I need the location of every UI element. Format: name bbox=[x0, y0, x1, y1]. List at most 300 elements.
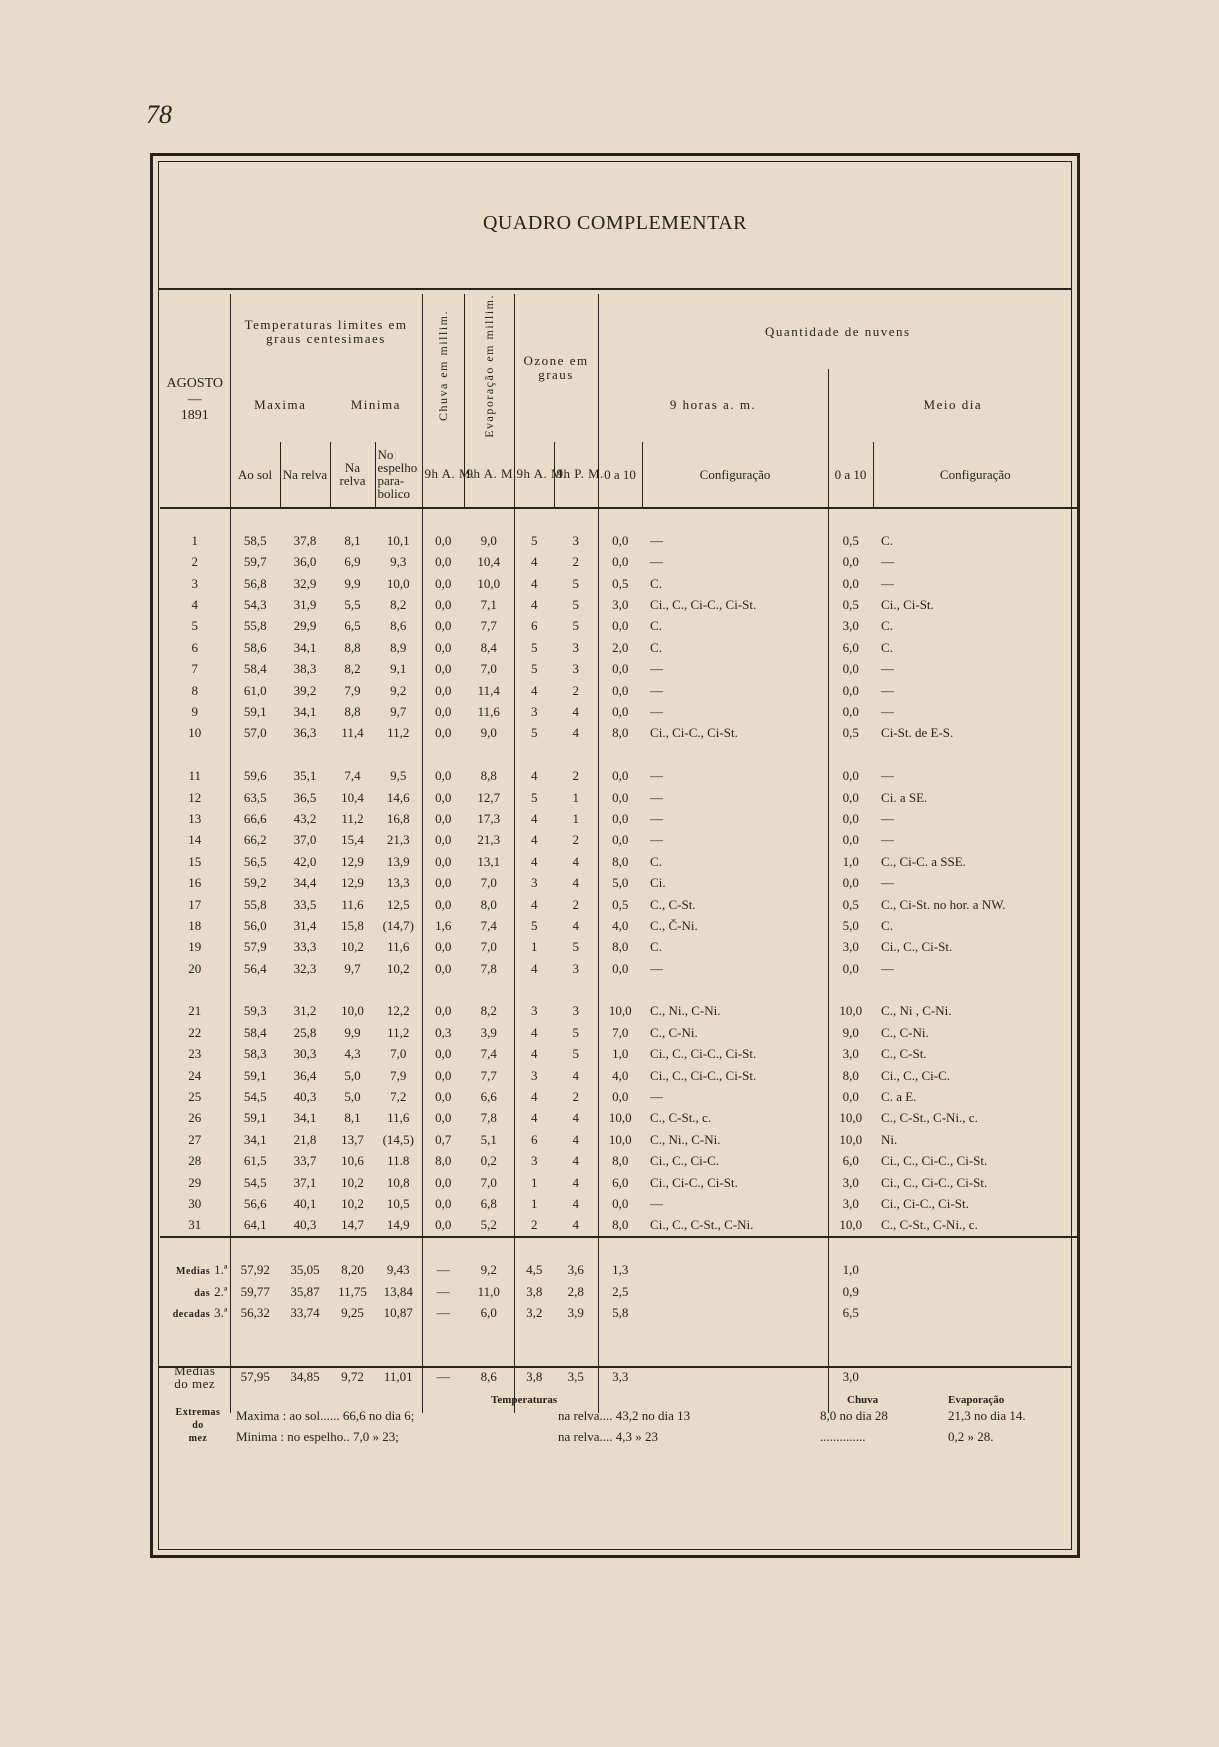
data-cell: 10,0 bbox=[598, 1001, 642, 1022]
data-cell: — bbox=[650, 789, 664, 805]
data-cell: 17,3 bbox=[477, 810, 501, 826]
data-cell: 6,5 bbox=[344, 618, 361, 634]
data-cell: 7,9 bbox=[344, 682, 361, 698]
data-cell: 2 bbox=[572, 682, 580, 698]
min-evap: 0,2 » 28. bbox=[948, 1429, 994, 1444]
data-cell: 0,0 bbox=[422, 765, 464, 786]
data-cell: 63,5 bbox=[230, 787, 280, 808]
data-cell: 7,0 bbox=[598, 1022, 642, 1043]
data-cell: 0,0 bbox=[598, 659, 642, 680]
data-cell: 37,0 bbox=[293, 832, 317, 848]
table-row bbox=[160, 894, 1077, 915]
data-cell: 3,0 bbox=[828, 937, 873, 958]
max-line: Maxima : ao sol...... 66,6 no dia 6; bbox=[236, 1408, 415, 1423]
decade-cell: 3,9 bbox=[567, 1304, 584, 1320]
data-cell: 7,0 bbox=[480, 1174, 497, 1190]
data-cell: 11,4 bbox=[341, 725, 364, 741]
decade-cell: 9,25 bbox=[341, 1304, 364, 1320]
data-cell: 1 bbox=[572, 789, 580, 805]
data-cell: Ci., C., Ci-C., Ci-St. bbox=[650, 597, 757, 613]
data-cell: 6 bbox=[514, 616, 554, 637]
data-cell: 4 bbox=[572, 1067, 580, 1083]
data-cell: 0,0 bbox=[422, 530, 464, 551]
decade-cell: 9,43 bbox=[386, 1262, 410, 1278]
decade-cell: 13,84 bbox=[383, 1283, 413, 1299]
data-cell: Ci., C., Ci-C., Ci-St. bbox=[650, 1046, 757, 1062]
data-cell: — bbox=[881, 832, 895, 848]
data-cell: 7,4 bbox=[480, 1046, 497, 1062]
data-cell: Ci., Ci-C., Ci-St. bbox=[650, 725, 738, 741]
nuvens-meiodia-0a10-header: 0 a 10 bbox=[828, 442, 873, 508]
data-cell: 5 bbox=[514, 787, 554, 808]
data-cell: 3 bbox=[514, 1065, 554, 1086]
data-cell: 0,0 bbox=[598, 765, 642, 786]
data-cell: 34,1 bbox=[230, 1129, 280, 1150]
decade-cell: 2,5 bbox=[598, 1281, 642, 1302]
data-cell: 0,0 bbox=[422, 851, 464, 872]
month-mean-cell: 8,6 bbox=[480, 1368, 497, 1384]
data-cell: 4 bbox=[514, 594, 554, 615]
data-cell: 4 bbox=[514, 851, 554, 872]
table-row bbox=[160, 1215, 1077, 1237]
data-cell: 57,0 bbox=[230, 723, 280, 744]
data-cell: 37,8 bbox=[293, 532, 317, 548]
data-cell: 13,3 bbox=[386, 875, 410, 891]
data-cell: 1,0 bbox=[828, 851, 873, 872]
data-cell: 8,6 bbox=[390, 618, 407, 634]
day-cell: 6 bbox=[191, 639, 198, 655]
data-cell: 11,6 bbox=[387, 1110, 410, 1126]
data-cell: 0,0 bbox=[422, 1086, 464, 1107]
min-line: Minima : no espelho.. 7,0 » 23; bbox=[236, 1429, 399, 1444]
data-cell: 4 bbox=[572, 1174, 580, 1190]
data-cell: — bbox=[650, 704, 664, 719]
data-cell: 0,2 bbox=[480, 1153, 497, 1169]
data-cell: C. a E. bbox=[881, 1089, 917, 1105]
data-cell: 8,2 bbox=[480, 1003, 497, 1019]
data-cell: 35,1 bbox=[293, 768, 317, 784]
data-cell: — bbox=[881, 768, 895, 784]
data-cell: 8,4 bbox=[480, 639, 497, 655]
day-cell: 12 bbox=[188, 789, 202, 805]
table-row bbox=[160, 787, 1077, 808]
decade-cell: 3,2 bbox=[514, 1302, 554, 1323]
data-cell: 7,8 bbox=[480, 960, 497, 976]
data-cell: C., Ci-St. no hor. a NW. bbox=[881, 896, 1006, 912]
data-cell: Ci-St. de E-S. bbox=[881, 725, 954, 741]
data-cell: 9,3 bbox=[390, 554, 407, 570]
data-cell: 10,2 bbox=[341, 1195, 364, 1211]
decade-cell: 33,74 bbox=[290, 1304, 320, 1320]
data-cell: 59,2 bbox=[230, 872, 280, 893]
data-cell: 11,6 bbox=[387, 939, 410, 955]
data-cell: 3,0 bbox=[828, 1172, 873, 1193]
data-cell: 5,0 bbox=[344, 1089, 361, 1105]
data-cell: 7,1 bbox=[480, 597, 497, 613]
data-cell: 6,0 bbox=[828, 637, 873, 658]
table-row bbox=[160, 1001, 1077, 1022]
data-cell: 15,4 bbox=[341, 832, 364, 848]
evaporacao-header: Evaporação em millim. bbox=[464, 294, 514, 442]
data-cell: 5,2 bbox=[480, 1217, 497, 1233]
data-cell: Ci., Ci-C., Ci-St. bbox=[650, 1174, 738, 1190]
na-relva-min-header: Na relva bbox=[330, 442, 375, 508]
decade-cell: 3,8 bbox=[514, 1281, 554, 1302]
data-cell: C., C-Ni. bbox=[881, 1024, 929, 1040]
data-cell: 9,0 bbox=[480, 725, 497, 741]
chuva-9am-header: 9h A. M. bbox=[422, 442, 464, 508]
month-mean-cell: 11,01 bbox=[383, 1368, 413, 1384]
data-cell: 58,3 bbox=[230, 1044, 280, 1065]
data-cell: 34,1 bbox=[293, 639, 317, 655]
data-cell: 2 bbox=[572, 768, 580, 784]
nuvens-header: Quantidade de nuvens bbox=[598, 294, 1077, 369]
data-cell: 8,2 bbox=[344, 661, 361, 677]
data-cell: 12,5 bbox=[386, 896, 410, 912]
data-cell: 10,0 bbox=[386, 575, 410, 591]
decade-cell: 9,2 bbox=[480, 1262, 497, 1278]
config-meiodia-header: Configuração bbox=[873, 442, 1077, 508]
data-cell: 10,0 bbox=[828, 1129, 873, 1150]
table-row bbox=[160, 573, 1077, 594]
decade-cell: 56,32 bbox=[230, 1302, 280, 1323]
data-cell: C. bbox=[881, 639, 893, 655]
chuva-label: Chuva bbox=[847, 1394, 879, 1406]
data-cell: — bbox=[650, 532, 664, 548]
data-cell: 56,4 bbox=[230, 958, 280, 979]
data-cell: 7,0 bbox=[390, 1046, 407, 1062]
table-row bbox=[160, 701, 1077, 722]
chuva-header: Chuva em millim. bbox=[422, 294, 464, 442]
data-cell: 0,0 bbox=[598, 616, 642, 637]
data-cell: 14,7 bbox=[341, 1217, 364, 1233]
data-cell: 12,9 bbox=[341, 875, 364, 891]
data-cell: C., C-St. bbox=[650, 896, 696, 912]
data-cell: C., C-Ni. bbox=[650, 1024, 698, 1040]
decade-cell: 2,8 bbox=[567, 1283, 584, 1299]
minima-header: Minima bbox=[350, 397, 401, 413]
month-mean-cell: 9,72 bbox=[341, 1368, 364, 1384]
data-cell: 4 bbox=[514, 552, 554, 573]
data-cell: 12,9 bbox=[341, 853, 364, 869]
data-cell: — bbox=[650, 810, 664, 826]
data-cell: 1 bbox=[572, 810, 580, 826]
data-cell: — bbox=[881, 682, 895, 698]
data-cell: C., C-St., C-Ni., c. bbox=[881, 1217, 978, 1233]
data-cell: 12,7 bbox=[477, 789, 501, 805]
table-row bbox=[160, 680, 1077, 701]
data-cell: 0,0 bbox=[422, 701, 464, 722]
data-cell: 9,7 bbox=[390, 704, 407, 719]
data-cell: 0,0 bbox=[598, 1086, 642, 1107]
data-cell: 4 bbox=[572, 1131, 580, 1147]
data-cell: 0,0 bbox=[828, 1086, 873, 1107]
data-cell: 0,0 bbox=[422, 958, 464, 979]
temp-group-header: Temperaturas limites em graus centesimaes bbox=[230, 294, 422, 369]
data-cell: C., Ni., C-Ni. bbox=[650, 1003, 721, 1019]
day-cell: 5 bbox=[191, 618, 198, 634]
data-cell: 59,6 bbox=[230, 765, 280, 786]
data-cell: 4 bbox=[572, 1153, 580, 1169]
data-cell: 1,6 bbox=[422, 915, 464, 936]
data-cell: 4 bbox=[514, 1022, 554, 1043]
data-cell: 7,7 bbox=[480, 618, 497, 634]
data-cell: 4 bbox=[572, 1195, 580, 1211]
data-cell: 5 bbox=[572, 1024, 580, 1040]
data-cell: 0,0 bbox=[828, 701, 873, 722]
data-cell: 3,0 bbox=[828, 616, 873, 637]
data-cell: 13,9 bbox=[386, 853, 410, 869]
data-cell: — bbox=[881, 960, 895, 976]
data-cell: 0,0 bbox=[828, 680, 873, 701]
min-relva: na relva.... 4,3 » 23 bbox=[558, 1429, 659, 1444]
data-cell: 58,4 bbox=[230, 659, 280, 680]
data-cell: 0,0 bbox=[598, 808, 642, 829]
data-cell: 40,1 bbox=[293, 1195, 317, 1211]
data-cell: — bbox=[881, 810, 895, 826]
config-header: Configuração bbox=[642, 442, 828, 508]
decade-cell: 59,77 bbox=[230, 1281, 280, 1302]
table-row bbox=[160, 1193, 1077, 1214]
data-cell: Ci., C., Ci-C. bbox=[881, 1067, 951, 1083]
table-row bbox=[160, 830, 1077, 851]
decade-cell: 35,87 bbox=[290, 1283, 320, 1299]
nove-horas-header: 9 horas a. m. bbox=[598, 369, 828, 442]
data-cell: 0,3 bbox=[422, 1022, 464, 1043]
data-cell: 59,1 bbox=[230, 1065, 280, 1086]
data-cell: 8,8 bbox=[480, 768, 497, 784]
data-cell: 3 bbox=[514, 701, 554, 722]
ozone-9am-header: 9h A. M. bbox=[514, 442, 554, 508]
data-cell: 3 bbox=[572, 1003, 580, 1019]
data-cell: 25,8 bbox=[293, 1024, 317, 1040]
table-row bbox=[160, 594, 1077, 615]
table-row bbox=[160, 616, 1077, 637]
data-cell: 0,0 bbox=[828, 659, 873, 680]
day-cell: 1 bbox=[191, 532, 198, 548]
data-cell: 0,0 bbox=[422, 830, 464, 851]
data-cell: 54,3 bbox=[230, 594, 280, 615]
decade-cell: 4,5 bbox=[514, 1259, 554, 1280]
data-cell: 0,0 bbox=[598, 958, 642, 979]
data-cell: 3 bbox=[514, 1151, 554, 1172]
day-cell: 3 bbox=[191, 575, 198, 591]
day-cell: 11 bbox=[188, 768, 202, 784]
data-cell: 2 bbox=[572, 832, 580, 848]
data-cell: — bbox=[650, 682, 664, 698]
decade-cell: 1,0 bbox=[828, 1259, 873, 1280]
data-cell: 14,6 bbox=[386, 789, 410, 805]
data-cell: 4 bbox=[572, 917, 580, 933]
data-cell: 34,4 bbox=[293, 875, 317, 891]
day-cell: 26 bbox=[188, 1110, 202, 1126]
table-row bbox=[160, 659, 1077, 680]
data-cell: 8,0 bbox=[828, 1065, 873, 1086]
data-cell: 0,0 bbox=[422, 637, 464, 658]
data-cell: 11,2 bbox=[387, 725, 410, 741]
nuvens-0a10-header: 0 a 10 bbox=[598, 442, 642, 508]
data-cell: 10,0 bbox=[477, 575, 501, 591]
temperaturas-label: Temperaturas bbox=[491, 1394, 558, 1406]
data-cell: 0,0 bbox=[598, 680, 642, 701]
data-cell: 40,3 bbox=[293, 1089, 317, 1105]
data-cell: 0,0 bbox=[422, 659, 464, 680]
data-cell: 0,0 bbox=[422, 787, 464, 808]
data-cell: 5 bbox=[572, 597, 580, 613]
data-cell: C., Ni , C-Ni. bbox=[881, 1003, 952, 1019]
data-cell: 8,1 bbox=[344, 532, 361, 548]
data-cell: 7,4 bbox=[480, 917, 497, 933]
data-cell: 0,0 bbox=[422, 1215, 464, 1237]
table-frame bbox=[150, 153, 1080, 1558]
data-cell: 10,4 bbox=[341, 789, 364, 805]
data-cell: 4 bbox=[572, 1217, 580, 1233]
data-cell: 0,0 bbox=[422, 552, 464, 573]
data-cell: 4,0 bbox=[598, 1065, 642, 1086]
data-cell: 4 bbox=[514, 1044, 554, 1065]
data-cell: 14,9 bbox=[386, 1217, 410, 1233]
data-cell: 1 bbox=[514, 1172, 554, 1193]
data-cell: C. bbox=[881, 618, 893, 634]
decade-cell: 0,9 bbox=[828, 1281, 873, 1302]
data-cell: 10,6 bbox=[341, 1153, 364, 1169]
data-cell: 8,0 bbox=[598, 1215, 642, 1237]
decade-cell: 10,87 bbox=[383, 1304, 413, 1320]
data-cell: 55,8 bbox=[230, 894, 280, 915]
data-cell: 33,5 bbox=[293, 896, 317, 912]
data-table bbox=[160, 294, 1077, 1413]
data-cell: 4 bbox=[514, 680, 554, 701]
data-cell: C. bbox=[650, 618, 662, 634]
data-cell: 10,0 bbox=[828, 1215, 873, 1237]
data-cell: (14,5) bbox=[382, 1131, 414, 1147]
data-cell: — bbox=[650, 1089, 664, 1105]
data-cell: 61,0 bbox=[230, 680, 280, 701]
max-chuva: 8,0 no dia 28 bbox=[820, 1408, 888, 1423]
evap-9am-header: 9h A. M. bbox=[464, 442, 514, 508]
data-cell: 1 bbox=[514, 1193, 554, 1214]
data-cell: 10,8 bbox=[386, 1174, 410, 1190]
data-cell: 10,0 bbox=[598, 1129, 642, 1150]
data-cell: 3,0 bbox=[828, 1044, 873, 1065]
day-cell: 10 bbox=[188, 725, 202, 741]
day-cell: 19 bbox=[188, 939, 202, 955]
meio-dia-header: Meio dia bbox=[828, 369, 1077, 442]
table-row bbox=[160, 1044, 1077, 1065]
data-cell: 6 bbox=[514, 1129, 554, 1150]
table-row bbox=[160, 552, 1077, 573]
day-cell: 22 bbox=[188, 1024, 202, 1040]
data-cell: 36,0 bbox=[293, 554, 317, 570]
data-cell: 0,0 bbox=[598, 530, 642, 551]
data-cell: 8,8 bbox=[344, 704, 361, 719]
data-cell: 8,0 bbox=[598, 1151, 642, 1172]
data-cell: 0,0 bbox=[422, 1172, 464, 1193]
data-cell: 0,0 bbox=[828, 872, 873, 893]
day-cell: 4 bbox=[191, 597, 198, 613]
data-cell: 10,0 bbox=[828, 1001, 873, 1022]
data-cell: 11,6 bbox=[477, 704, 500, 719]
table-row bbox=[160, 1022, 1077, 1043]
decade-cell: 5,8 bbox=[598, 1302, 642, 1323]
data-cell: 29,9 bbox=[293, 618, 317, 634]
day-cell: 13 bbox=[188, 810, 202, 826]
data-cell: 39,2 bbox=[293, 682, 317, 698]
data-cell: — bbox=[881, 554, 895, 570]
data-cell: 8,8 bbox=[344, 639, 361, 655]
data-cell: 10,1 bbox=[386, 532, 410, 548]
data-cell: 3 bbox=[572, 532, 580, 548]
decade-row bbox=[160, 1259, 1077, 1280]
data-cell: Ci., Ci-C., Ci-St. bbox=[881, 1195, 969, 1211]
data-cell: C., Č-Ni. bbox=[650, 917, 698, 933]
table-row bbox=[160, 1129, 1077, 1150]
day-cell: 18 bbox=[188, 917, 202, 933]
data-cell: 0,0 bbox=[598, 787, 642, 808]
data-cell: 4 bbox=[572, 704, 580, 719]
data-cell: 10,2 bbox=[386, 960, 410, 976]
decade-cell: 11,0 bbox=[477, 1283, 500, 1299]
decade-cell: 8,20 bbox=[341, 1262, 364, 1278]
data-cell: C. bbox=[650, 853, 662, 869]
data-cell: 0,0 bbox=[828, 573, 873, 594]
month-mean-cell: 3,5 bbox=[567, 1368, 584, 1384]
decade-label: das 2.ª bbox=[194, 1283, 228, 1299]
data-cell: Ci., C., Ci-C. bbox=[650, 1153, 720, 1169]
maxima-header: Maxima bbox=[230, 369, 330, 442]
day-cell: 28 bbox=[188, 1153, 202, 1169]
table-row bbox=[160, 637, 1077, 658]
data-cell: 10,2 bbox=[341, 1174, 364, 1190]
day-cell: 30 bbox=[188, 1195, 202, 1211]
table-row bbox=[160, 765, 1077, 786]
data-cell: 4 bbox=[514, 958, 554, 979]
decade-cell: 3,6 bbox=[567, 1262, 584, 1278]
data-cell: 10,0 bbox=[598, 1108, 642, 1129]
data-cell: Ci., C., Ci-C., Ci-St. bbox=[881, 1174, 988, 1190]
data-cell: 0,5 bbox=[828, 894, 873, 915]
day-cell: 21 bbox=[188, 1003, 202, 1019]
data-cell: 58,5 bbox=[230, 530, 280, 551]
data-cell: 56,8 bbox=[230, 573, 280, 594]
data-cell: 37,1 bbox=[293, 1174, 317, 1190]
data-cell: 8,0 bbox=[598, 937, 642, 958]
data-cell: Ci., Ci-St. bbox=[881, 597, 934, 613]
data-cell: 5 bbox=[514, 915, 554, 936]
data-cell: 4 bbox=[572, 725, 580, 741]
decade-cell: — bbox=[422, 1302, 464, 1323]
data-cell: 0,5 bbox=[828, 723, 873, 744]
data-cell: 7,2 bbox=[390, 1089, 407, 1105]
data-cell: 58,4 bbox=[230, 1022, 280, 1043]
data-cell: 0,0 bbox=[422, 594, 464, 615]
data-cell: 0,0 bbox=[828, 552, 873, 573]
data-cell: 5,0 bbox=[344, 1067, 361, 1083]
data-cell: 66,2 bbox=[230, 830, 280, 851]
data-cell: 10,4 bbox=[477, 554, 501, 570]
data-cell: 9,2 bbox=[390, 682, 407, 698]
decade-row bbox=[160, 1302, 1077, 1323]
data-cell: C., C-St., C-Ni., c. bbox=[881, 1110, 978, 1126]
data-cell: 3,0 bbox=[598, 594, 642, 615]
data-cell: 36,5 bbox=[293, 789, 317, 805]
data-cell: 4 bbox=[514, 894, 554, 915]
data-cell: 4,0 bbox=[598, 915, 642, 936]
data-cell: 6,6 bbox=[480, 1089, 497, 1105]
data-cell: 0,0 bbox=[828, 958, 873, 979]
page-number: 78 bbox=[146, 100, 172, 129]
data-cell: 9,9 bbox=[344, 1024, 361, 1040]
